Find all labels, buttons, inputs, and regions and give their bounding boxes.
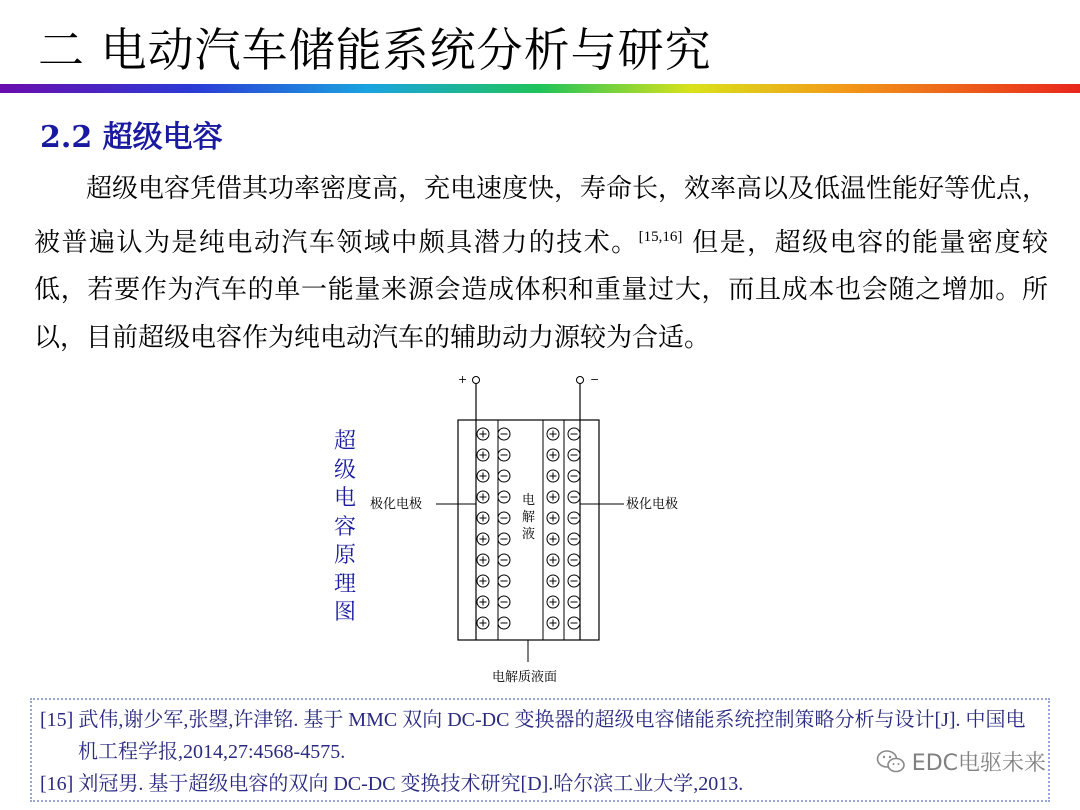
- negative-ion-symbol: [498, 491, 510, 503]
- positive-ion-symbol: [547, 617, 559, 629]
- positive-ion-symbol: [477, 512, 489, 524]
- slide-title: 二 电动汽车储能系统分析与研究: [38, 23, 712, 77]
- negative-ion-symbol: [568, 533, 580, 545]
- positive-ion-symbol: [477, 617, 489, 629]
- positive-ion-symbol: [547, 554, 559, 566]
- negative-ion-symbol: [498, 533, 510, 545]
- wechat-icon: [876, 749, 906, 775]
- title-divider-bar: [0, 84, 1080, 93]
- minus-terminal-label: −: [590, 373, 600, 386]
- citation-marker: [15,16]: [638, 228, 683, 245]
- diagram-caption: 超级电容原理图: [333, 429, 356, 625]
- negative-ion-symbol: [498, 575, 510, 587]
- negative-ion-symbol: [568, 617, 580, 629]
- reference-16: [16] 刘冠男. 基于超级电容的双向 DC-DC 变换技术研究[D].哈尔滨工业大学,2013.: [40, 773, 744, 795]
- section-heading: 2.2 超级电容: [40, 120, 223, 155]
- positive-ion-symbol: [547, 512, 559, 524]
- negative-ion-symbol: [568, 428, 580, 440]
- negative-ion-symbol: [568, 491, 580, 503]
- negative-ion-symbol: [568, 470, 580, 482]
- plus-terminal-label: +: [458, 373, 468, 386]
- positive-ion-symbol: [477, 491, 489, 503]
- positive-ion-symbol: [547, 575, 559, 587]
- positive-ion-symbol: [477, 449, 489, 461]
- positive-ion-symbol: [547, 428, 559, 440]
- negative-ion-symbol: [498, 617, 510, 629]
- body-text-part2: 但是，超级电容的能量密度较低，若要作为汽车的单一能量来源会造成体积和重量过大，而且成本也会随之增加。所以，目前超级电容作为纯电动汽车的辅助动力源较为合适。: [34, 227, 1048, 353]
- watermark: [876, 746, 1046, 777]
- negative-ion-symbol: [498, 596, 510, 608]
- supercapacitor-diagram: [368, 368, 708, 697]
- left-electrode-label: 极化电极: [370, 497, 423, 512]
- negative-ion-symbol: [498, 470, 510, 482]
- positive-ion-symbol: [547, 449, 559, 461]
- positive-ion-symbol: [477, 596, 489, 608]
- negative-ion-symbol: [498, 512, 510, 524]
- body-text-part1: 超级电容凭借其功率密度高，充电速度快，寿命长，效率高以及低温性能好等优点，被普遍认为是纯电动汽车领域中颇具潜力的技术。: [34, 174, 1049, 258]
- reference-15: [15] 武伟,谢少军,张曌,许津铭. 基于 MMC 双向 DC-DC 变换器的超级电容储能系统控制策略分析与设计[J]. 中国电机工程学报,2014,27:4568-4575.: [40, 709, 1026, 763]
- negative-ion-symbol: [498, 554, 510, 566]
- positive-ion-symbol: [547, 596, 559, 608]
- negative-ion-symbol: [568, 512, 580, 524]
- negative-ion-symbol: [568, 575, 580, 587]
- minus-terminal: [577, 377, 584, 384]
- positive-ion-symbol: [547, 533, 559, 545]
- positive-ion-symbol: [477, 554, 489, 566]
- positive-ion-symbol: [477, 428, 489, 440]
- negative-ion-symbol: [498, 449, 510, 461]
- positive-ion-symbol: [547, 491, 559, 503]
- body-paragraph: [34, 166, 1048, 362]
- watermark-text: EDC电驱未来: [911, 751, 1046, 776]
- plus-terminal: [473, 377, 480, 384]
- negative-ion-symbol: [568, 554, 580, 566]
- electrolyte-surface-label: 电解质液面: [492, 670, 558, 685]
- right-electrode-label: 极化电极: [626, 497, 679, 512]
- negative-ion-symbol: [568, 449, 580, 461]
- electrolyte-label-2: 解: [522, 510, 536, 525]
- negative-ion-symbol: [568, 596, 580, 608]
- negative-ion-symbol: [498, 428, 510, 440]
- positive-ion-symbol: [547, 470, 559, 482]
- positive-ion-symbol: [477, 533, 489, 545]
- electrolyte-label-3: 液: [522, 527, 536, 542]
- positive-ion-symbol: [477, 470, 489, 482]
- positive-ion-symbol: [477, 575, 489, 587]
- electrolyte-label-1: 电: [522, 493, 536, 508]
